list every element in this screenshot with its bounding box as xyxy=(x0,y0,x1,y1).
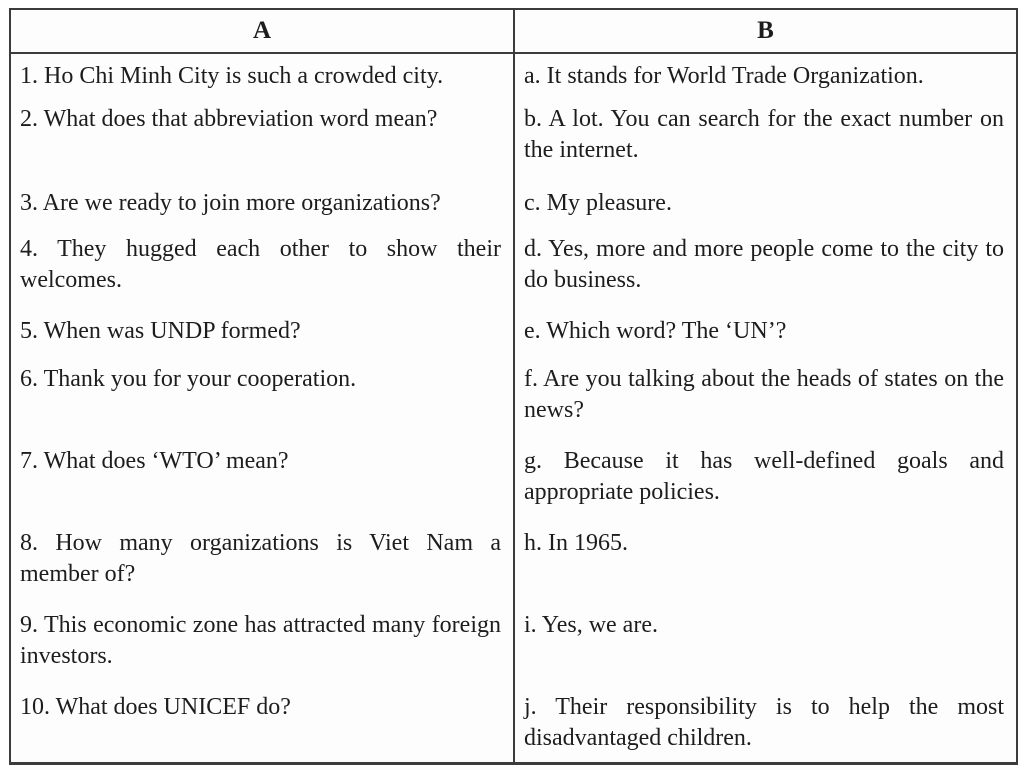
item-b-cell: a. It stands for World Trade Organization. xyxy=(524,63,924,89)
table-row xyxy=(10,521,1017,603)
column-b-header: B xyxy=(514,9,1017,53)
item-a-cell: 3. Are we ready to join more organizations? xyxy=(10,181,514,227)
item-a-cell: 10. What does UNICEF do? xyxy=(10,685,514,763)
column-a-header: A xyxy=(10,9,514,53)
item-a-cell: 2. What does that abbreviation word mean? xyxy=(10,97,514,181)
table-row xyxy=(10,357,1017,439)
item-b-cell: c. My pleasure. xyxy=(524,190,672,216)
item-b-cell: j. Their responsibility is to help the most disadvantaged children. xyxy=(524,694,1004,751)
item-b-cell: e. Which word? The ‘UN’? xyxy=(524,318,787,344)
table-row xyxy=(10,181,1017,227)
table-row xyxy=(10,603,1017,685)
table-row xyxy=(10,227,1017,309)
item-a-cell: 5. When was UNDP formed? xyxy=(10,309,514,357)
item-b-cell: i. Yes, we are. xyxy=(524,612,658,638)
item-a-cell: 9. This economic zone has attracted many foreign investors. xyxy=(10,603,514,685)
table-row xyxy=(10,439,1017,521)
item-b-cell: h. In 1965. xyxy=(524,530,628,556)
table-row xyxy=(10,309,1017,357)
table-row xyxy=(10,685,1017,763)
item-b-cell: d. Yes, more and more people come to the city to do business. xyxy=(524,236,1004,293)
item-b-cell: g. Because it has well-defined goals and appropriate policies. xyxy=(524,448,1004,505)
item-a-cell: 7. What does ‘WTO’ mean? xyxy=(10,439,514,521)
item-a-cell: 6. Thank you for your cooperation. xyxy=(10,357,514,439)
matching-exercise-table xyxy=(9,8,1018,765)
item-b-cell: b. A lot. You can search for the exact number on the internet. xyxy=(524,106,1004,163)
item-a-cell: 4. They hugged each other to show their welcomes. xyxy=(10,227,514,309)
item-a-cell: 8. How many organizations is Viet Nam a member of? xyxy=(10,521,514,603)
item-b-cell: f. Are you talking about the heads of states on the news? xyxy=(524,366,1004,423)
header-row xyxy=(10,9,1017,53)
table-row xyxy=(10,97,1017,181)
item-a-cell: 1. Ho Chi Minh City is such a crowded city. xyxy=(10,53,514,97)
table-row xyxy=(10,53,1017,97)
